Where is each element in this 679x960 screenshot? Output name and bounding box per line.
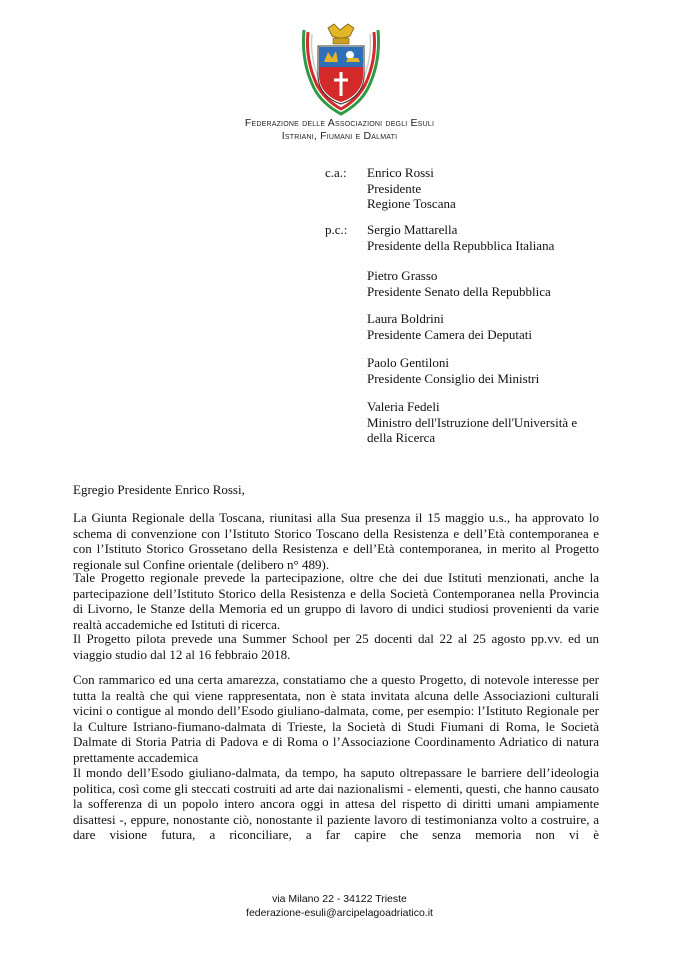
recipient-role: Presidente Consiglio dei Ministri <box>367 370 540 386</box>
body-paragraph: Tale Progetto regionale prevede la partecipazione, oltre che dei due Istituti menzionati, anche la partecipazione dell’Istituto Storico della Resistenza e della Società Contemporanea nella Provincia di Livorno, le Stanze della Memoria ed un gruppo di lavoro di undici studiosi provenienti da varie realtà accademiche ed Istituti di ricerca. <box>73 570 599 632</box>
recipient-role: Ministro dell'Istruzione dell'Università e <box>367 414 578 430</box>
body-paragraph: Il Progetto pilota prevede una Summer School per 25 docenti dal 22 al 25 agosto pp.vv. ed un viaggio studio dal 12 al 16 febbraio 2018. <box>73 631 599 662</box>
body-paragraph: La Giunta Regionale della Toscana, riunitasi alla Sua presenza il 15 maggio u.s., ha approvato lo schema di convenzione con l’Istituto Storico Toscano della Resistenza e dell’Età contemporanea e con l’Istituto Storico Grossetano della Resistenza e dell’Età contemporanea, in merito al Progetto regionale sul Confine orientale (delibero n° 489). <box>73 510 599 572</box>
organization-name-line2: Istriani, Fiumani e Dalmati <box>281 130 398 142</box>
recipient-role: Presidente Senato della Repubblica <box>367 283 551 299</box>
ca-recipient <box>367 165 627 212</box>
body-paragraph: Il mondo dell’Esodo giuliano-dalmata, da tempo, ha saputo oltrepassare le barriere dell’ideologia politica, così come gli steccati costruiti ad arte dai nazionalismi - elementi, questi, che hanno causato la sofferenza di un popolo intero ancora oggi in attesa del rispetto di diritti umani ampiamente disattesi -, eppure, nonostante ciò, nonostante il paziente lavoro di testimonianza volto a costruire, a dare visione futura, a riconciliare, a far capire che senza memoria non vi è <box>73 765 599 842</box>
recipient-name: Pietro Grasso <box>367 268 438 283</box>
pc-label: p.c.: <box>325 222 348 237</box>
recipient-name: Enrico Rossi <box>367 165 434 180</box>
footer-email: federazione-esuli@arcipelagoadriatico.it <box>246 907 433 919</box>
recipient-role: della Ricerca <box>367 430 436 445</box>
recipient-role: Presidente della Repubblica Italiana <box>367 237 555 253</box>
recipient-name: Paolo Gentiloni <box>367 355 449 370</box>
pc-recipient <box>367 222 627 253</box>
pc-recipient <box>367 399 627 446</box>
recipient-name: Laura Boldrini <box>367 311 444 326</box>
recipient-name: Sergio Mattarella <box>367 222 458 237</box>
recipient-name: Valeria Fedeli <box>367 399 440 414</box>
body-paragraph: Con rammarico ed una certa amarezza, constatiamo che a questo Progetto, di notevole interesse per tutta la realtà che qui viene rappresentata, non è stata invitata alcuna delle Associazioni culturali vicini o contigue al mondo dell’Esodo giuliano-dalmata, come, per esempio: l’Istituto Regionale per la Culture Istriano-fiumano-dalmata di Trieste, la Società di Studi Fiumani di Roma, le Società Dalmate di Storia Patria di Padova e di Roma o l’Associazione Coordinamento Adriatico di natura prettamente accademica <box>73 672 599 765</box>
federation-crest-icon <box>300 22 382 118</box>
organization-name-line1: Federazione delle Associazioni degli Esuli <box>244 117 435 129</box>
salutation: Egregio Presidente Enrico Rossi, <box>73 482 245 497</box>
recipient-role: Presidente <box>367 180 422 196</box>
pc-recipient <box>367 268 627 299</box>
pc-recipient <box>367 355 627 386</box>
pc-recipient <box>367 311 627 342</box>
ca-label: c.a.: <box>325 165 347 180</box>
recipient-org: Regione Toscana <box>367 196 456 211</box>
recipient-role: Presidente Camera dei Deputati <box>367 326 532 342</box>
footer-address: via Milano 22 - 34122 Trieste <box>272 893 407 905</box>
